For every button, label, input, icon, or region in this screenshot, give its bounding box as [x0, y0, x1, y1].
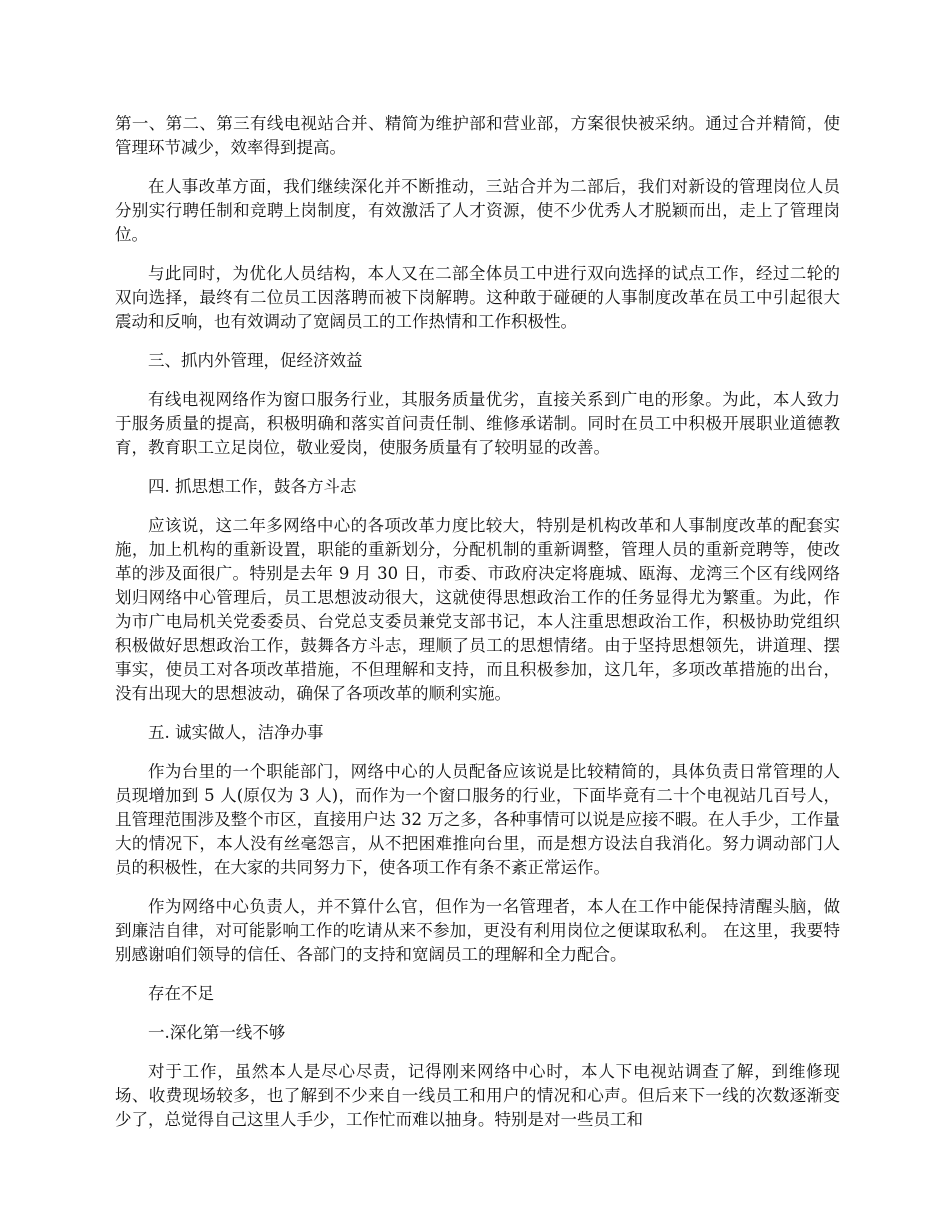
paragraph-merge-stations: 第一、第二、第三有线电视站合并、精简为维护部和营业部，方案很快被采纳。通过合并精简，使管理环节减少，效率得到提高。	[115, 114, 840, 157]
paragraph-frontline-work: 对于工作，虽然本人是尽心尽责，记得刚来网络中心时，本人下电视站调查了解，到维修现场、收费现场较多，也了解到不少来自一线员工和用户的情况和心声。但后来下一线的次数逐渐变少了，总觉得自己这里人手少，工作忙而难以抽身。特别是对一些员工和	[115, 1062, 840, 1129]
document-body	[115, 112, 840, 1147]
section-heading-ideology: 四. 抓思想工作，鼓各方斗志	[148, 477, 357, 496]
paragraph-ideology-work: 应该说，这二年多网络中心的各项改革力度比较大，特别是机构改革和人事制度改革的配套实施，加上机构的重新设置，职能的重新划分，分配机制的重新调整，管理人员的重新竞聘等，使改革的涉及面很广。特别是去年 9 月 30 日，市委、市政府决定将鹿城、瓯海、龙湾三个区有线网络划归网络中心管理后，员工思想波动很大，这就使得思想政治工作的任务显得尤为繁重。为此，作为市广电局机关党委委员、台党总支委员兼党支部书记，本人注重思想政治工作，积极协助党组织积极做好思想政治工作，鼓舞各方斗志，理顺了员工的思想情绪。由于坚持思想领先，讲道理、摆事实，使员工对各项改革措施，不但理解和支持，而且积极参加，这几年，多项改革措施的出台，没有出现大的思想波动，确保了各项改革的顺利实施。	[115, 516, 840, 703]
paragraph-service-quality: 有线电视网络作为窗口服务行业，其服务质量优劣，直接关系到广电的形象。为此，本人致力于服务质量的提高，积极明确和落实首问责任制、维修承诺制。同时在员工中积极开展职业道德教育，教育职工立足岗位，敬业爱岗，使服务质量有了较明显的改善。	[115, 390, 840, 457]
paragraph-self-discipline: 作为网络中心负责人，并不算什么官，但作为一名管理者，本人在工作中能保持清醒头脑，做到廉洁自律，对可能影响工作的吃请从来不参加，更没有利用岗位之便谋取私利。 在这里，我要特别感谢咱们领导的信任、各部门的支持和宽阔员工的理解和全力配合。	[115, 897, 840, 964]
section-heading-integrity: 五. 诚实做人，洁净办事	[148, 723, 324, 742]
subsection-heading-frontline: 一.深化第一线不够	[148, 1023, 286, 1042]
section-heading-management: 三、抓内外管理，促经济效益	[148, 351, 363, 370]
section-heading-shortcomings: 存在不足	[148, 984, 214, 1003]
paragraph-personnel-reform: 在人事改革方面，我们继续深化并不断推动，三站合并为二部后，我们对新设的管理岗位人员分别实行聘任制和竞聘上岗制度，有效激活了人才资源，使不少优秀人才脱颖而出，走上了管理岗位。	[115, 177, 840, 244]
paragraph-department-staffing: 作为台里的一个职能部门，网络中心的人员配备应该说是比较精简的，具体负责日常管理的人员现增加到 5 人(原仅为 3 人)，而作为一个窗口服务的行业，下面毕竟有二十个电视站几百号人，且管理范围涉及整个市区，直接用户达 32 万之多，各种事情可以说是应接不暇。在人手少，工作量大的情况下，本人没有丝毫怨言，从不把困难推向台里，而是想方设法自我消化。努力调动部门人员的积极性，在大家的共同努力下，使各项工作有条不紊正常运作。	[115, 762, 840, 877]
paragraph-staff-structure: 与此同时，为优化人员结构，本人又在二部全体员工中进行双向选择的试点工作，经过二轮的双向选择，最终有二位员工因落聘而被下岗解聘。这种敢于碰硬的人事制度改革在员工中引起很大震动和反响，也有效调动了宽阔员工的工作热情和工作积极性。	[115, 264, 840, 331]
